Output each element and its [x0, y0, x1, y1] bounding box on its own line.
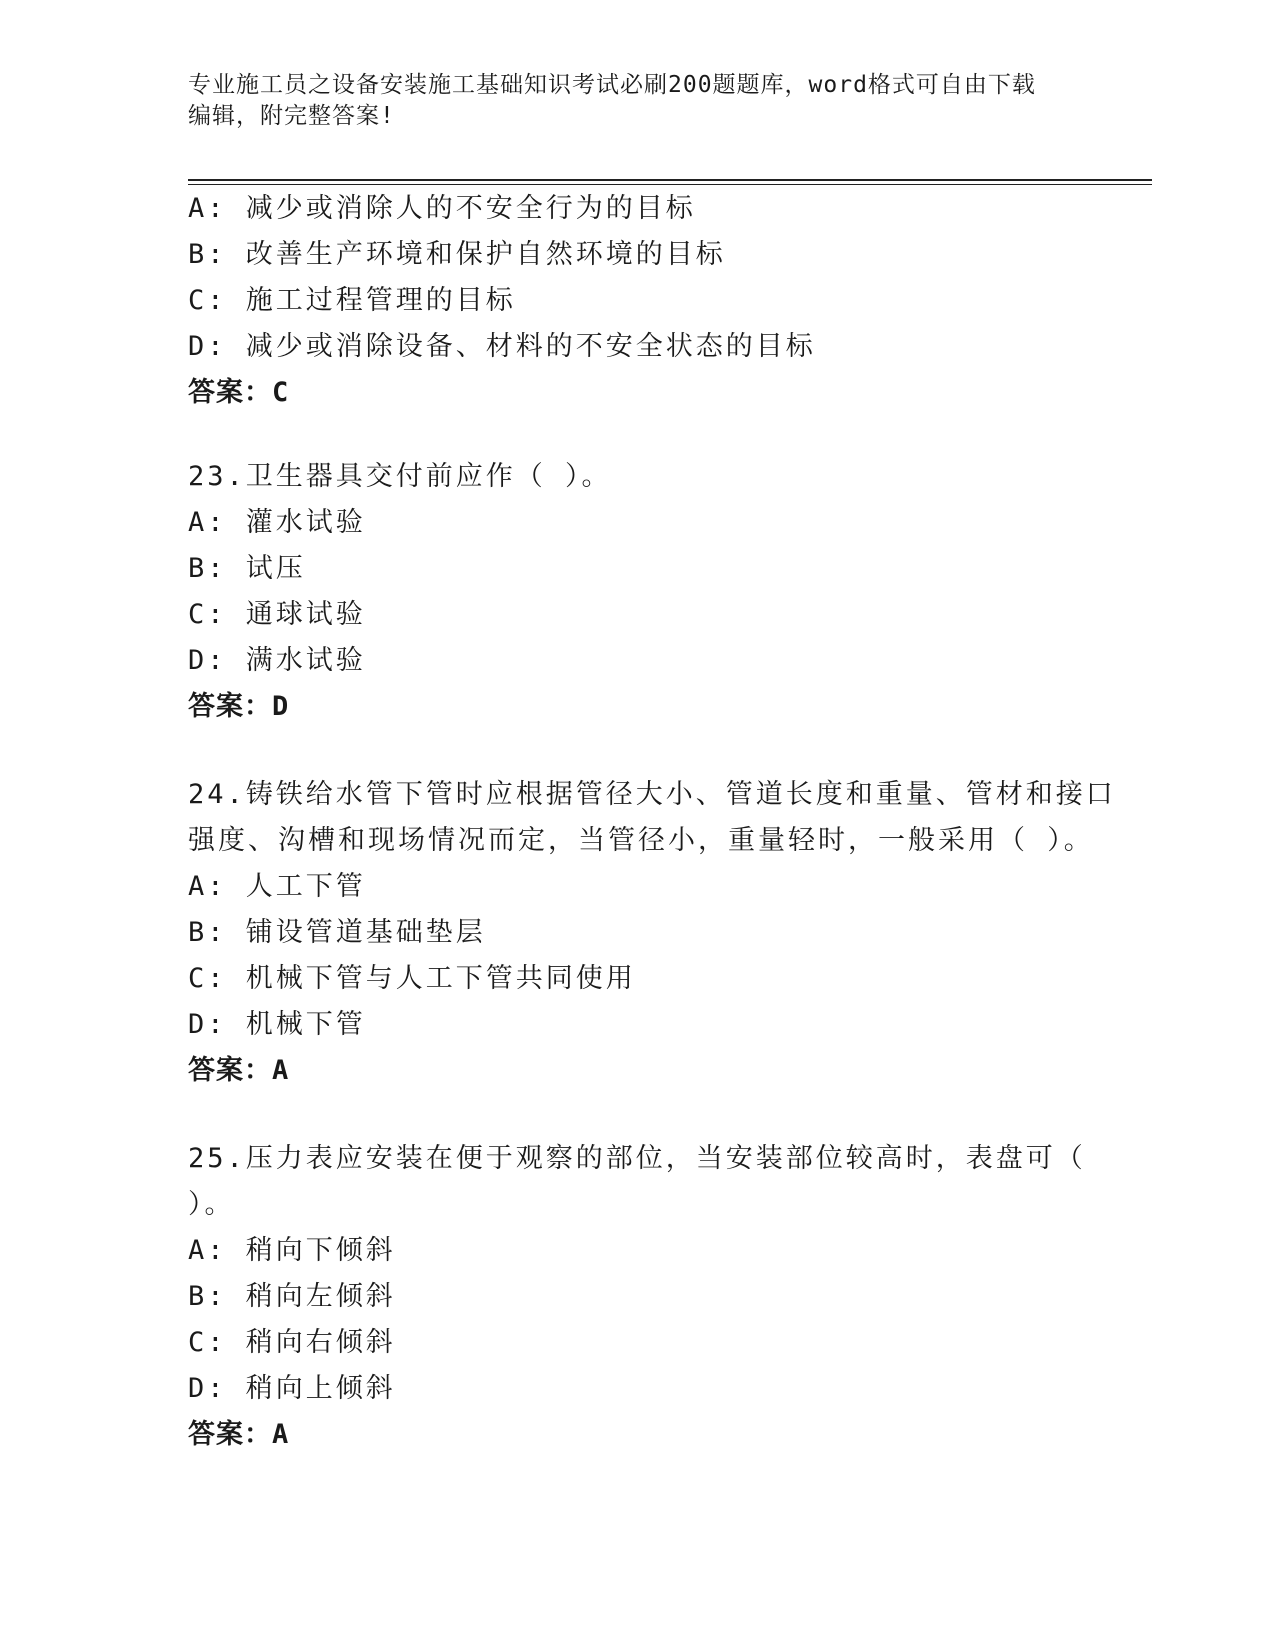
- question-25-block: [188, 1136, 1088, 1458]
- question-24-stem-line2: 强度、沟槽和现场情况而定，当管径小，重量轻时，一般采用（ ）。: [188, 825, 1094, 856]
- question-24-block: [188, 772, 1116, 1094]
- question-25-option-a: A: 稍向下倾斜: [188, 1235, 396, 1266]
- question-22-option-d: D: 减少或消除设备、材料的不安全状态的目标: [188, 331, 816, 362]
- question-24-option-d: D: 机械下管: [188, 1009, 366, 1040]
- question-25-option-d: D: 稍向上倾斜: [188, 1373, 396, 1404]
- question-23-option-b: B: 试压: [188, 553, 306, 584]
- question-23-block: [188, 454, 1088, 730]
- question-23-stem: 23.卫生器具交付前应作（ ）。: [188, 461, 612, 492]
- header-divider-thin: [188, 184, 1152, 185]
- question-23-option-a: A: 灌水试验: [188, 507, 366, 538]
- question-24-option-b: B: 铺设管道基础垫层: [188, 917, 486, 948]
- header-title-line2: 编辑，附完整答案!: [188, 103, 395, 129]
- question-23-answer: 答案：D: [188, 691, 290, 722]
- header-divider-thick: [188, 179, 1152, 181]
- question-22-answer: 答案：C: [188, 377, 290, 408]
- question-25-option-c: C: 稍向右倾斜: [188, 1327, 396, 1358]
- question-22-block: [188, 186, 1088, 416]
- question-25-stem-line1: 25.压力表应安装在便于观察的部位，当安装部位较高时，表盘可（: [188, 1143, 1086, 1174]
- question-24-option-a: A: 人工下管: [188, 871, 366, 902]
- question-24-answer: 答案：A: [188, 1055, 290, 1086]
- question-24-option-c: C: 机械下管与人工下管共同使用: [188, 963, 636, 994]
- question-25-option-b: B: 稍向左倾斜: [188, 1281, 396, 1312]
- question-23-option-c: C: 通球试验: [188, 599, 366, 630]
- question-25-stem-line2: ）。: [188, 1189, 235, 1220]
- question-22-option-b: B: 改善生产环境和保护自然环境的目标: [188, 239, 726, 270]
- question-22-option-a: A: 减少或消除人的不安全行为的目标: [188, 193, 696, 224]
- header-title-line1: 专业施工员之设备安装施工基础知识考试必刷200题题库，word格式可自由下载: [188, 72, 1036, 98]
- question-23-option-d: D: 满水试验: [188, 645, 366, 676]
- question-25-answer: 答案：A: [188, 1419, 290, 1450]
- question-22-option-c: C: 施工过程管理的目标: [188, 285, 516, 316]
- question-24-stem-line1: 24.铸铁给水管下管时应根据管径大小、管道长度和重量、管材和接口: [188, 779, 1116, 810]
- document-header: [188, 70, 1088, 132]
